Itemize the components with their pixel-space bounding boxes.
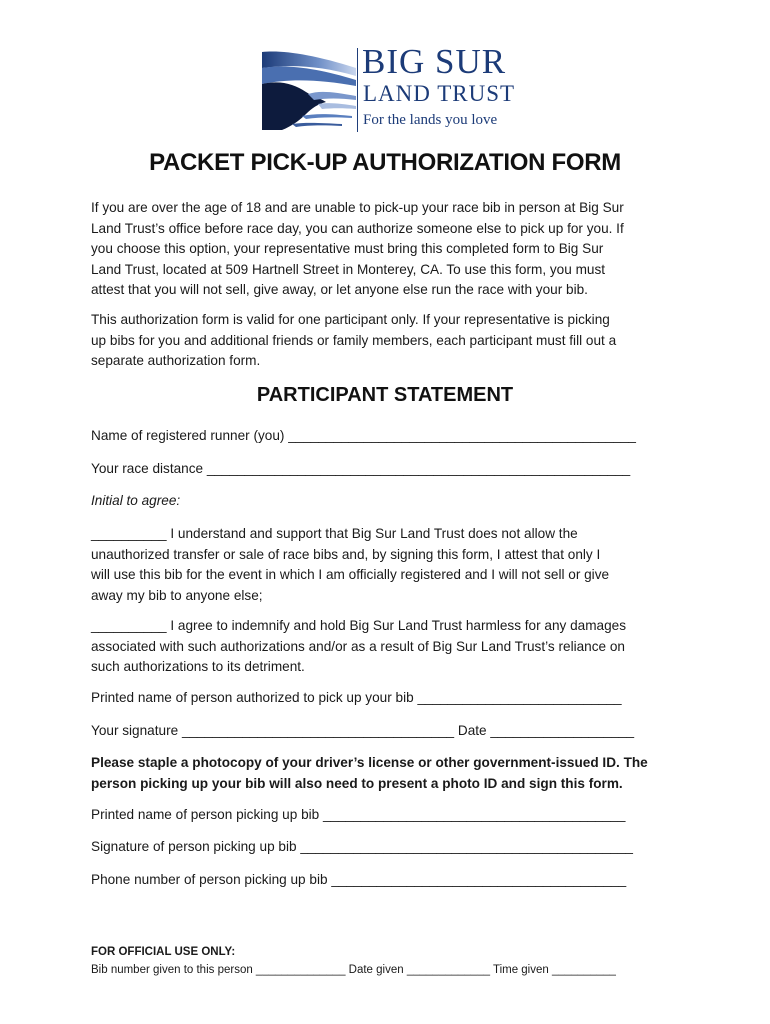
runner-name-field[interactable]: Name of registered runner (you) ______________________________________________ [91,428,636,443]
logo-tagline: For the lands you love [363,112,498,128]
pickup-signature-field[interactable]: Signature of person picking up bib ____________________________________________ [91,839,633,854]
intro-paragraph [91,198,691,301]
official-use-line[interactable]: Bib number given to this person ______________ Date given _____________ Time given __________ [91,964,616,976]
agreement-2-line: such authorizations to its detriment. [91,659,305,675]
intro-line: Land Trust’s office before race day, you can authorize someone else to pick up for you. If [91,220,624,236]
authorized-person-name-field[interactable]: Printed name of person authorized to pick up your bib ___________________________ [91,690,622,705]
big-sur-land-trust-logo [262,44,522,134]
pickup-printed-name-field[interactable]: Printed name of person picking up bib ________________________________________ [91,807,626,822]
agreement-2-line: associated with such authorizations and/or as a result of Big Sur Land Trust’s reliance on [91,638,625,654]
pickup-phone-field[interactable]: Phone number of person picking up bib _______________________________________ [91,872,627,887]
agreement-1[interactable] [91,524,691,606]
coastline-logo-icon [262,50,356,130]
agreement-1-line: away my bib to anyone else; [91,587,263,603]
agreement-2[interactable] [91,616,691,678]
staple-notice [91,753,691,794]
agreement-1-line: unauthorized transfer or sale of race bibs and, by signing this form, I attest that only I [91,546,601,562]
participant-statement-heading: PARTICIPANT STATEMENT [256,384,514,406]
agreement-2-line[interactable]: __________ I agree to indemnify and hold Big Sur Land Trust harmless for any damages [91,618,627,633]
initial-to-agree-label: Initial to agree: [91,493,181,508]
logo-subtitle: LAND TRUST [363,81,516,106]
official-use-heading: FOR OFFICIAL USE ONLY: [91,946,236,958]
intro-line: If you are over the age of 18 and are unable to pick-up your race bib in person at Big Sur [91,200,624,215]
staple-notice-line: Please staple a photocopy of your driver’s license or other government-issued ID. The [91,755,648,770]
race-distance-field[interactable]: Your race distance ________________________________________________________ [91,461,631,476]
intro-line: attest that you will not sell, give away, or let anyone else run the race with your bib. [91,282,588,298]
validity-paragraph [91,310,691,372]
logo-divider [357,48,358,132]
validity-line: separate authorization form. [91,353,261,369]
validity-line: up bibs for you and additional friends or family members, each participant must fill out a [91,332,617,348]
intro-line: you choose this option, your representative must bring this completed form to Big Sur [91,241,604,257]
signature-date-field[interactable]: Your signature ____________________________________ Date ___________________ [91,723,635,738]
intro-line: Land Trust, located at 509 Hartnell Street in Monterey, CA. To use this form, you must [91,261,606,277]
agreement-1-line[interactable]: __________ I understand and support that Big Sur Land Trust does not allow the [91,526,578,541]
form-title: PACKET PICK-UP AUTHORIZATION FORM [149,149,621,176]
agreement-1-line: will use this bib for the event in which I am officially registered and I will not sell or give [91,567,610,583]
staple-notice-line: person picking up your bib will also need to present a photo ID and sign this form. [91,775,623,791]
logo-title: BIG SUR [362,42,507,81]
validity-line: This authorization form is valid for one participant only. If your representative is picking [91,312,610,327]
